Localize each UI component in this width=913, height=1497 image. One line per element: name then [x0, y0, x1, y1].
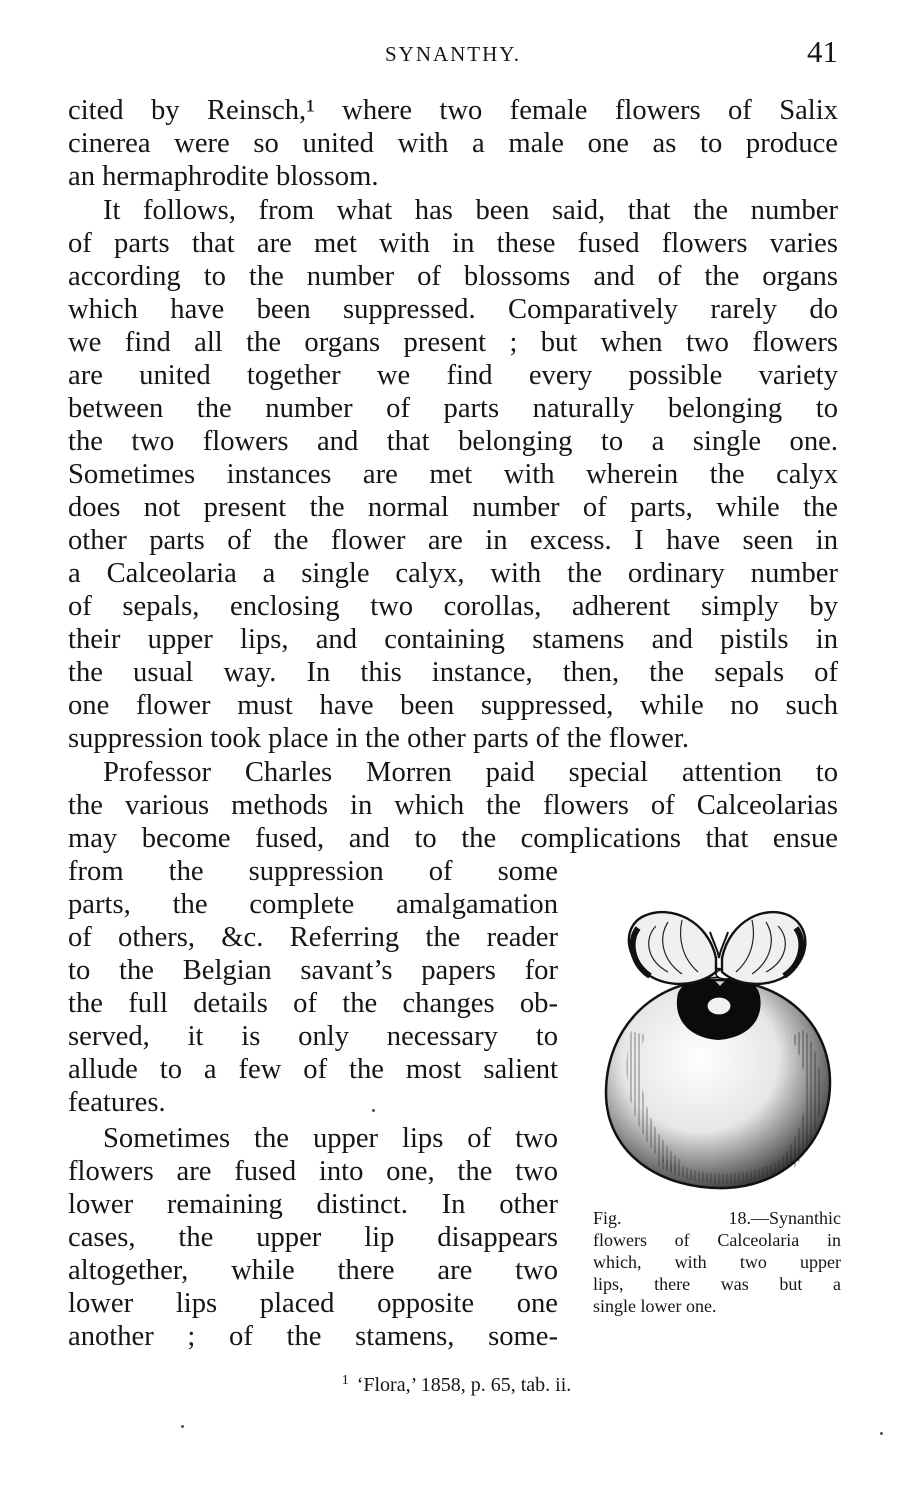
text-line: we find all the organs present ; but when two flowers	[68, 327, 838, 358]
text-line: does not present the normal number of parts, while the	[68, 492, 838, 523]
text-line: from the suppression of some	[68, 856, 558, 887]
calceolaria-illustration	[598, 898, 838, 1198]
figure-caption	[593, 1207, 841, 1317]
caption-line: which, with two upper	[593, 1252, 841, 1272]
text-line: which have been suppressed. Comparatively rarely do	[68, 294, 838, 325]
text-line: an hermaphrodite blossom.	[68, 161, 379, 192]
text-line: cited by Reinsch,¹ where two female flowers of Salix	[68, 95, 838, 126]
text-line: features.	[68, 1087, 166, 1118]
text-line: may become fused, and to the complications that ensue	[68, 823, 838, 854]
text-line: other parts of the flower are in excess. I have seen in	[68, 525, 838, 556]
text-line: are united together we find every possible variety	[68, 360, 838, 391]
speck	[181, 1425, 184, 1428]
text-line: Professor Charles Morren paid special attention to	[103, 757, 838, 788]
running-head: SYNANTHY.	[384, 42, 522, 66]
footnote	[0, 1374, 913, 1397]
text-line: parts, the complete amalgamation	[68, 889, 558, 920]
text-line: of parts that are met with in these fused flowers varies	[68, 228, 838, 259]
speck	[372, 1109, 375, 1112]
text-line: Sometimes instances are met with wherein the calyx	[68, 459, 838, 490]
text-line: suppression took place in the other parts of the flower.	[68, 723, 689, 754]
speck	[880, 1432, 883, 1435]
text-line: altogether, while there are two	[68, 1255, 558, 1286]
text-line: served, it is only necessary to	[68, 1021, 558, 1052]
text-line: lower lips placed opposite one	[68, 1288, 558, 1319]
text-line: Sometimes the upper lips of two	[103, 1123, 558, 1154]
text-line: a Calceolaria a single calyx, with the ordinary number	[68, 558, 838, 589]
text-line: the full details of the changes ob-	[68, 988, 558, 1019]
page-number: 41	[807, 34, 838, 69]
caption-line: flowers of Calceolaria in	[593, 1230, 841, 1250]
page-header	[68, 34, 838, 74]
footnote-text: ‘Flora,’ 1858, p. 65, tab. ii.	[356, 1374, 572, 1396]
text-line: another ; of the stamens, some-	[68, 1321, 558, 1352]
text-line: according to the number of blossoms and of the organs	[68, 261, 838, 292]
text-line: their upper lips, and containing stamens and pistils in	[68, 624, 838, 655]
caption-line: lips, there was but a	[593, 1274, 841, 1294]
caption-line: single lower one.	[593, 1296, 717, 1316]
text-line: cases, the upper lip disappears	[68, 1222, 558, 1253]
text-line: of sepals, enclosing two corollas, adherent simply by	[68, 591, 838, 622]
text-line: It follows, from what has been said, that the number	[103, 195, 838, 226]
footnote-marker: 1	[341, 1373, 349, 1388]
text-line: one flower must have been suppressed, while no such	[68, 690, 838, 721]
text-line: between the number of parts naturally belonging to	[68, 393, 838, 424]
flower-engraving	[598, 898, 838, 1198]
text-line: of others, &c. Referring the reader	[68, 922, 558, 953]
text-line: flowers are fused into one, the two	[68, 1156, 558, 1187]
caption-line: Fig. 18.—Synanthic	[593, 1208, 841, 1228]
text-line: lower remaining distinct. In other	[68, 1189, 558, 1220]
text-line: the various methods in which the flowers of Calceolarias	[68, 790, 838, 821]
text-line: the two flowers and that belonging to a single one.	[68, 426, 838, 457]
text-line: cinerea were so united with a male one as to produce	[68, 128, 838, 159]
text-line: the usual way. In this instance, then, the sepals of	[68, 657, 838, 688]
text-line: allude to a few of the most salient	[68, 1054, 558, 1085]
text-line: to the Belgian savant’s papers for	[68, 955, 558, 986]
